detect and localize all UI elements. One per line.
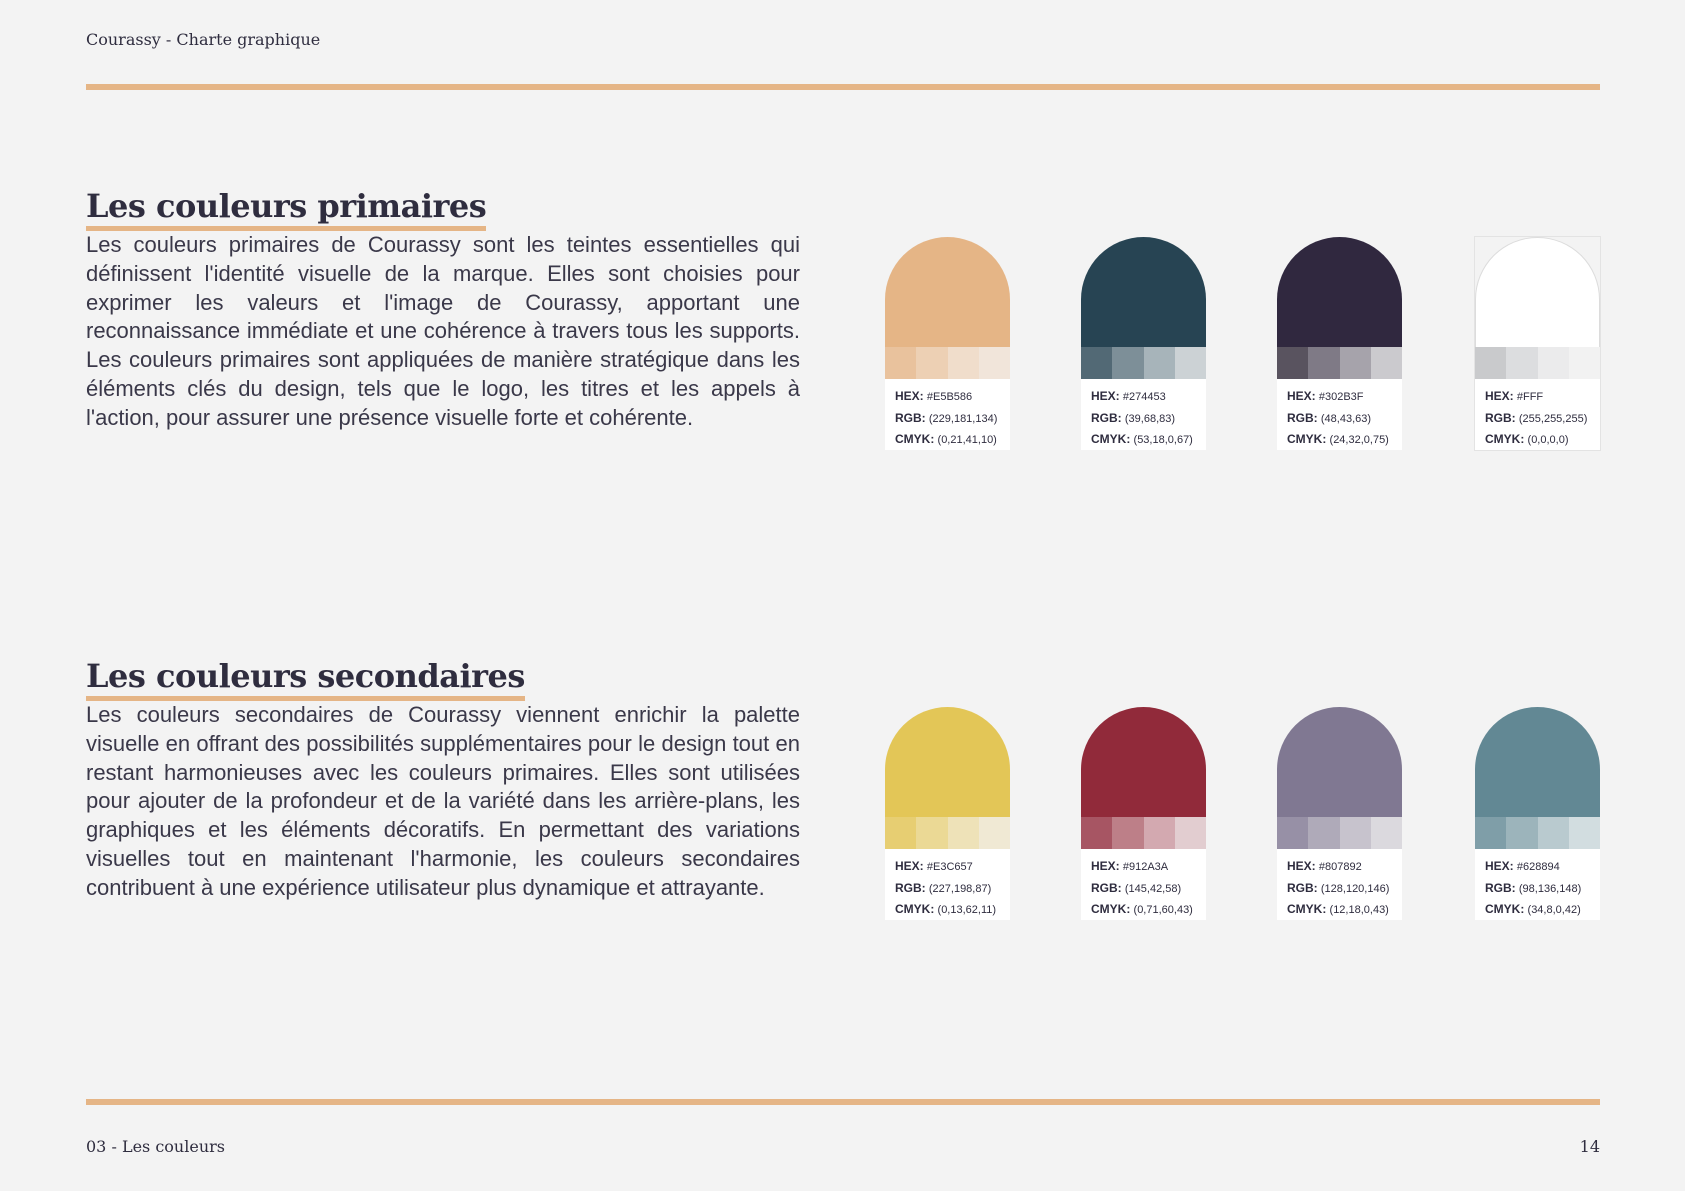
color-swatch (1081, 237, 1206, 450)
swatch-cmyk-label: CMYK: (1485, 432, 1525, 446)
swatch-tint (1112, 347, 1143, 379)
swatch-rgb-label: RGB: (895, 410, 926, 425)
swatch-tint (1475, 817, 1506, 849)
swatch-cmyk (1091, 429, 1206, 451)
swatch-rgb-value: (39,68,83) (1124, 412, 1176, 425)
swatch-tint (885, 817, 916, 849)
swatch-hex-value: #FFF (1516, 391, 1544, 403)
swatch-hex-value: #E5B586 (926, 391, 973, 403)
swatch-rgb (1485, 408, 1600, 430)
page-number: 14 (1579, 1137, 1600, 1156)
swatch-cmyk-value: (0,0,0,0) (1527, 434, 1569, 446)
swatch-tint (1144, 347, 1175, 379)
swatch-hex-label: HEX: (1091, 859, 1120, 873)
swatch-cmyk-value: (12,18,0,43) (1329, 904, 1389, 916)
document-header-title: Courassy - Charte graphique (86, 30, 321, 49)
swatch-rgb (1091, 408, 1206, 430)
swatch-hex-value: #912A3A (1122, 861, 1169, 873)
swatch-tint (1538, 817, 1569, 849)
swatch-codes (1475, 379, 1600, 450)
swatch-cmyk (895, 899, 1010, 921)
swatch-tint (948, 817, 979, 849)
swatch-hex-label: HEX: (895, 859, 924, 873)
footer-section-label: 03 - Les couleurs (86, 1137, 225, 1156)
swatch-hex (1485, 856, 1600, 878)
swatch-codes (1081, 379, 1206, 450)
swatch-codes (1475, 849, 1600, 920)
swatch-cmyk-label: CMYK: (1091, 902, 1131, 916)
swatch-cmyk (1091, 899, 1206, 921)
swatch-main-color (1277, 237, 1402, 347)
swatch-cmyk-label: CMYK: (895, 902, 935, 916)
color-swatch (1475, 707, 1600, 920)
swatch-cmyk-value: (24,32,0,75) (1329, 434, 1389, 446)
swatch-tints (1277, 347, 1402, 379)
swatch-tint (1569, 347, 1600, 379)
swatch-tint (1371, 817, 1402, 849)
swatch-tints (1081, 817, 1206, 849)
swatch-codes (885, 849, 1010, 920)
swatch-tint (1475, 347, 1506, 379)
swatch-rgb-value: (255,255,255) (1518, 412, 1588, 425)
swatch-hex (1287, 856, 1402, 878)
swatch-tint (1371, 347, 1402, 379)
swatch-cmyk-value: (53,18,0,67) (1133, 434, 1193, 446)
swatch-tint (916, 817, 947, 849)
swatch-cmyk-label: CMYK: (895, 432, 935, 446)
swatch-hex-value: #302B3F (1318, 391, 1364, 403)
swatch-hex-label: HEX: (1485, 859, 1514, 873)
swatch-tint (979, 347, 1010, 379)
swatch-rgb (1091, 878, 1206, 900)
swatch-cmyk (1287, 899, 1402, 921)
swatch-cmyk-value: (34,8,0,42) (1527, 904, 1581, 916)
swatch-cmyk-label: CMYK: (1287, 902, 1327, 916)
color-swatch (1081, 707, 1206, 920)
swatch-tint (1081, 347, 1112, 379)
swatch-rgb-label: RGB: (1287, 880, 1318, 895)
swatch-rgb-label: RGB: (1485, 410, 1516, 425)
color-swatch (1277, 237, 1402, 450)
primary-colors-section (86, 186, 1600, 446)
swatch-cmyk-value: (0,13,62,11) (937, 904, 997, 916)
swatch-cmyk (1485, 429, 1600, 451)
swatch-tints (885, 817, 1010, 849)
swatch-tint (1081, 817, 1112, 849)
swatch-main-color (885, 237, 1010, 347)
header-rule (86, 84, 1600, 90)
swatch-hex (895, 386, 1010, 408)
swatch-tint (1112, 817, 1143, 849)
swatch-tint (1569, 817, 1600, 849)
swatch-rgb-value: (229,181,134) (928, 412, 998, 425)
swatch-cmyk (1485, 899, 1600, 921)
swatch-tints (1475, 347, 1600, 379)
swatch-main-color (1081, 707, 1206, 817)
swatch-cmyk (895, 429, 1010, 451)
swatch-hex-value: #E3C657 (926, 861, 973, 873)
secondary-colors-section (86, 656, 1600, 916)
swatch-tint (1538, 347, 1569, 379)
swatch-cmyk-value: (0,21,41,10) (937, 434, 997, 446)
swatch-hex-label: HEX: (1091, 389, 1120, 403)
swatch-rgb (1287, 408, 1402, 430)
swatch-rgb (1485, 878, 1600, 900)
swatch-tint (916, 347, 947, 379)
swatch-rgb-label: RGB: (1091, 880, 1122, 895)
swatch-tint (1308, 817, 1339, 849)
swatch-hex (1485, 386, 1600, 408)
swatch-cmyk (1287, 429, 1402, 451)
swatch-main-color (1475, 707, 1600, 817)
primary-colors-description: Les couleurs primaires de Courassy sont les teintes essentielles qui définissent l'identité visuelle de la marque. Elles sont choisies pour exprimer les valeurs et l'image de Courassy, apportant une reconnaissance immédiate et une cohérence à travers tous les supports. Les couleurs primaires sont appliquées de manière stratégique dans les éléments clés du design, tels que le logo, les titres et les appels à l'action, pour assurer une présence visuelle forte et cohérente. (86, 232, 800, 430)
swatch-main-color (1081, 237, 1206, 347)
swatch-cmyk-label: CMYK: (1287, 432, 1327, 446)
swatch-hex-value: #807892 (1318, 861, 1362, 873)
swatch-tint (1175, 347, 1206, 379)
swatch-rgb-label: RGB: (1091, 410, 1122, 425)
swatch-hex-label: HEX: (1485, 389, 1514, 403)
swatch-rgb (895, 878, 1010, 900)
swatch-rgb-label: RGB: (1287, 410, 1318, 425)
swatch-codes (885, 379, 1010, 450)
swatch-tint (1340, 817, 1371, 849)
swatch-hex-label: HEX: (1287, 859, 1316, 873)
swatch-tint (1506, 817, 1537, 849)
swatch-hex (1091, 856, 1206, 878)
swatch-codes (1277, 379, 1402, 450)
primary-swatches (885, 237, 1600, 452)
swatch-rgb (1287, 878, 1402, 900)
swatch-tint (885, 347, 916, 379)
swatch-rgb (895, 408, 1010, 430)
swatch-tint (1175, 817, 1206, 849)
swatch-hex-label: HEX: (1287, 389, 1316, 403)
color-swatch (1475, 237, 1600, 450)
swatch-rgb-value: (145,42,58) (1124, 882, 1182, 895)
swatch-hex-value: #628894 (1516, 861, 1560, 873)
swatch-cmyk-label: CMYK: (1485, 902, 1525, 916)
swatch-rgb-value: (128,120,146) (1320, 882, 1390, 895)
swatch-tint (1277, 347, 1308, 379)
secondary-colors-description: Les couleurs secondaires de Courassy viennent enrichir la palette visuelle en offrant des possibilités supplémentaires pour le design tout en restant harmonieuses avec les couleurs primaires. Elles sont utilisées pour ajouter de la profondeur et de la variété dans les arrière-plans, les graphiques et les éléments décoratifs. En permettant des variations visuelles tout en maintenant l'harmonie, les couleurs secondaires contribuent à une expérience utilisateur plus dynamique et attrayante. (86, 702, 800, 900)
swatch-tint (1308, 347, 1339, 379)
swatch-main-color (1277, 707, 1402, 817)
swatch-tint (1340, 347, 1371, 379)
swatch-hex-label: HEX: (895, 389, 924, 403)
primary-colors-title: Les couleurs primaires (86, 186, 486, 231)
footer-rule (86, 1099, 1600, 1105)
swatch-rgb-value: (98,136,148) (1518, 882, 1582, 895)
secondary-colors-title: Les couleurs secondaires (86, 656, 525, 701)
swatch-rgb-label: RGB: (1485, 880, 1516, 895)
swatch-hex (895, 856, 1010, 878)
swatch-tint (1277, 817, 1308, 849)
swatch-rgb-value: (48,43,63) (1320, 412, 1372, 425)
swatch-cmyk-value: (0,71,60,43) (1133, 904, 1193, 916)
swatch-tints (1475, 817, 1600, 849)
swatch-codes (1081, 849, 1206, 920)
swatch-tint (948, 347, 979, 379)
swatch-tint (1506, 347, 1537, 379)
color-swatch (885, 707, 1010, 920)
swatch-main-color (885, 707, 1010, 817)
swatch-rgb-value: (227,198,87) (928, 882, 992, 895)
swatch-main-color (1475, 237, 1600, 347)
swatch-hex-value: #274453 (1122, 391, 1166, 403)
swatch-cmyk-label: CMYK: (1091, 432, 1131, 446)
swatch-tints (885, 347, 1010, 379)
color-swatch (885, 237, 1010, 450)
swatch-tint (979, 817, 1010, 849)
swatch-rgb-label: RGB: (895, 880, 926, 895)
secondary-swatches (885, 707, 1600, 922)
swatch-tints (1277, 817, 1402, 849)
swatch-hex (1287, 386, 1402, 408)
swatch-codes (1277, 849, 1402, 920)
color-swatch (1277, 707, 1402, 920)
swatch-tints (1081, 347, 1206, 379)
swatch-tint (1144, 817, 1175, 849)
swatch-hex (1091, 386, 1206, 408)
